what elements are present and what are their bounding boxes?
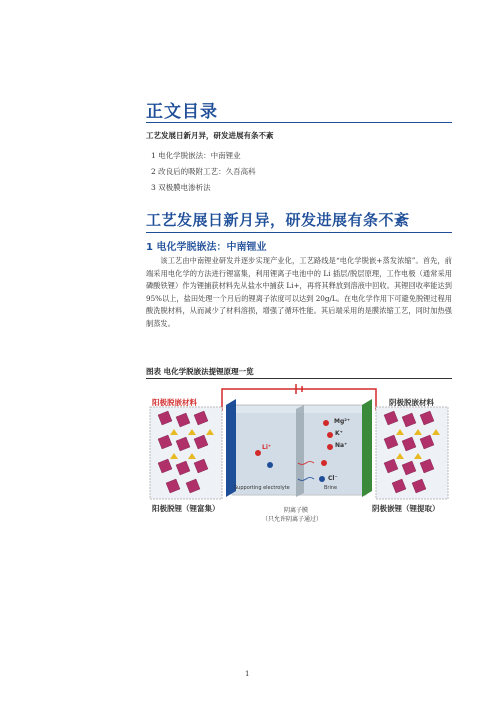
ion-label-k: K⁺ [335, 430, 343, 437]
toc-item-2[interactable]: 2 改良后的吸附工艺：久吾高科 [151, 167, 256, 176]
toc-item-1[interactable]: 1 电化学脱嵌法：中南锂业 [151, 151, 241, 160]
ion-label-li: Li⁺ [262, 444, 272, 451]
ion-label-mg: Mg²⁺ [334, 418, 351, 425]
supporting-electrolyte-label: Supporting electrolyte [234, 485, 290, 491]
right-material-title: 阴极脱嵌材料 [389, 398, 434, 407]
li-ion-dot [255, 450, 261, 456]
anion-dot-left [267, 462, 273, 468]
mg-ion-dot [323, 420, 329, 426]
anion-membrane [296, 405, 304, 497]
toc-title: 正文目录 [146, 102, 218, 122]
li-ion-dot-right [321, 460, 327, 466]
toc-heading-link[interactable]: 工艺发展日新月异，研发进展有条不紊 [146, 131, 274, 140]
electrochemical-diagram [146, 383, 452, 528]
body-paragraph: 该工艺由中南锂业研发并逐步实现产业化，工艺路线是“电化学脱嵌+蒸发浓缩”。首先，前端采用电化学的方法进行锂富集，利用锂离子电池中的 Li 插层/脱层原理，工作电极（通常采用磷酸铁锂）作为锂捕获材料先从盐水中捕获 Li+，再将其释放到溶液中回收。其锂回收率能达到 95%以上，盐田处理一个月后的锂离子浓度可以达到 20g/L。在电化学作用下可避免脱锂过程用酸洗脱材料，从而减少了材料溶损，增强了循环性能。其后端采用的是膜浓缩工艺，同时加热强制蒸发。 [146, 256, 452, 328]
na-ion-dot [327, 444, 333, 450]
left-material-title: 阳极脱嵌材料 [152, 398, 197, 407]
right-electrode [362, 399, 372, 497]
left-electrode [226, 399, 236, 497]
ion-label-na: Na⁺ [335, 442, 348, 449]
figure-caption: 图表 电化学脱嵌法提锂原理一览 [146, 367, 254, 376]
page-number: 1 [245, 670, 250, 678]
membrane-note: （只允许阴离子通过） [262, 516, 323, 523]
figure-divider [146, 378, 452, 379]
left-bottom-caption: 阳极脱锂（锂富集） [152, 504, 220, 513]
toc-item-3[interactable]: 3 双极膜电渗析法 [151, 183, 211, 192]
brine-label: Brine [324, 485, 338, 491]
section-title: 工艺发展日新月异，研发进展有条不紊 [146, 211, 410, 229]
section-subtitle: 1 电化学脱嵌法：中南锂业 [146, 242, 267, 253]
ion-label-cl: Cl⁻ [328, 475, 338, 482]
membrane-label: 阴离子膜 [284, 507, 309, 514]
right-bottom-caption: 阴极嵌锂（锂提取） [372, 504, 440, 513]
k-ion-dot [327, 432, 333, 438]
toc-divider [146, 122, 452, 123]
cl-ion-dot [319, 476, 325, 482]
section-divider [146, 232, 452, 233]
